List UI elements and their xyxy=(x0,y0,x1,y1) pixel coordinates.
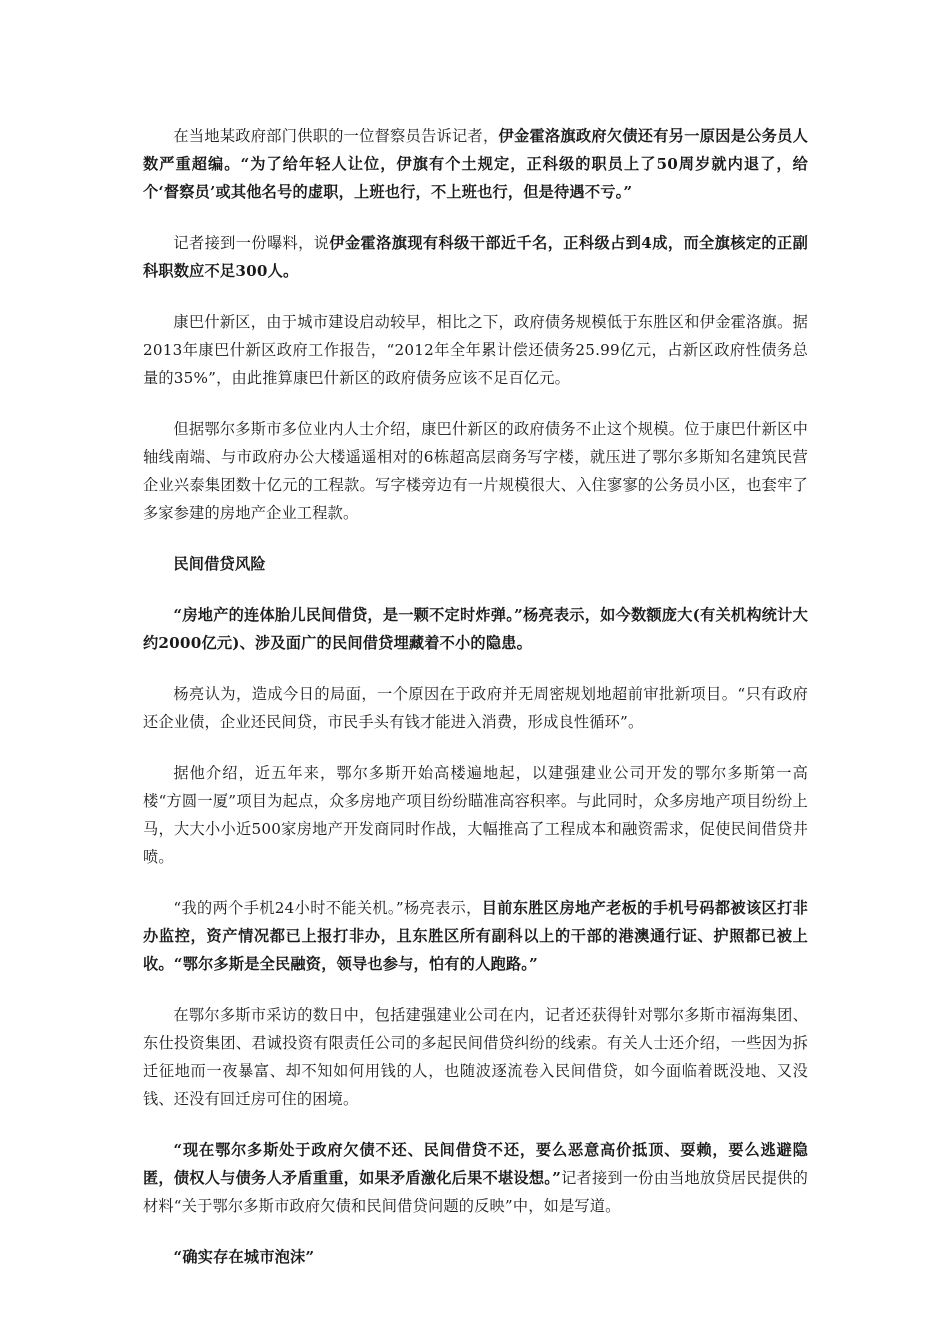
heading-text: “确实存在城市泡沫” xyxy=(173,1248,315,1266)
heading-text: 民间借贷风险 xyxy=(173,555,266,573)
paragraph-kangbashi-scale xyxy=(143,415,808,527)
paragraph-kangbashi-debt xyxy=(143,308,808,392)
text-segment: 在当地某政府部门供职的一位督察员告诉记者， xyxy=(173,127,499,145)
paragraph-disputes xyxy=(143,1001,808,1113)
section-heading-urban-bubble xyxy=(143,1243,808,1271)
section-heading-private-lending xyxy=(143,550,808,578)
paragraph-phones xyxy=(143,894,808,978)
paragraph-inspector-quote xyxy=(143,122,808,206)
paragraph-high-rise xyxy=(143,759,808,871)
paragraph-residents-report xyxy=(143,1136,808,1220)
text-segment: “我的两个手机24小时不能关机。”杨亮表示， xyxy=(173,899,482,917)
text-segment-bold: 伊金霍洛旗现有科级干部近千名，正科级占到4成，而全旗核定的正副科职数应不足300人。 xyxy=(143,234,808,280)
text-segment: 据他介绍，近五年来，鄂尔多斯开始高楼遍地起，以建强建业公司开发的鄂尔多斯第一高楼“方圆一厦”项目为起点，众多房地产项目纷纷瞄准高容积率。与此同时，众多房地产项目纷纷上马，大大小小近500家房地产开发商同时作战，大幅推高了工程成本和融资需求，促使民间借贷井喷。 xyxy=(143,764,808,866)
paragraph-time-bomb xyxy=(143,601,808,657)
paragraph-cadre-count xyxy=(143,229,808,285)
paragraph-cause xyxy=(143,680,808,736)
text-segment: 杨亮认为，造成今日的局面，一个原因在于政府并无周密规划地超前审批新项目。“只有政府还企业债，企业还民间贷，市民手头有钱才能进入消费，形成良性循环”。 xyxy=(143,685,808,731)
text-segment-bold: “房地产的连体胎儿民间借贷，是一颗不定时炸弹。”杨亮表示，如今数额庞大(有关机构统计大约2000亿元)、涉及面广的民间借贷埋藏着不小的隐患。 xyxy=(143,606,808,652)
text-segment-bold: “现在鄂尔多斯处于政府欠债不还、民间借贷不还，要么恶意高价抵顶、耍赖，要么逃避隐匿，债权人与债务人矛盾重重，如果矛盾激化后果不堪设想。” xyxy=(143,1141,808,1187)
text-segment-bold: 目前东胜区房地产老板的手机号码都被该区打非办监控，资产情况都已上报打非办，且东胜区所有副科以上的干部的港澳通行证、护照都已被上收。“鄂尔多斯是全民融资，领导也参与，怕有的人跑路。” xyxy=(143,899,808,973)
document-page xyxy=(143,122,808,1294)
text-segment: 记者接到一份由当地放贷居民提供的材料“关于鄂尔多斯市政府欠债和民间借贷问题的反映”中，如是写道。 xyxy=(143,1169,808,1215)
text-segment: 记者接到一份曝料，说 xyxy=(173,234,330,252)
text-segment-bold: 伊金霍洛旗政府欠债还有另一原因是公务员人数严重超编。“为了给年轻人让位，伊旗有个土规定，正科级的职员上了50周岁就内退了，给个‘督察员’或其他名号的虚职，上班也行，不上班也行，但是待遇不亏。” xyxy=(143,127,809,201)
text-segment: 但据鄂尔多斯市多位业内人士介绍，康巴什新区的政府债务不止这个规模。位于康巴什新区中轴线南端、与市政府办公大楼遥遥相对的6栋超高层商务写字楼，就压进了鄂尔多斯知名建筑民营企业兴泰集团数十亿元的工程款。写字楼旁边有一片规模很大、入住寥寥的公务员小区，也套牢了多家参建的房地产企业工程款。 xyxy=(143,420,808,522)
text-segment: 康巴什新区，由于城市建设启动较早，相比之下，政府债务规模低于东胜区和伊金霍洛旗。据2013年康巴什新区政府工作报告，“2012年全年累计偿还债务25.99亿元，占新区政府性债务总量的35%”，由此推算康巴什新区的政府债务应该不足百亿元。 xyxy=(143,313,808,387)
text-segment: 在鄂尔多斯市采访的数日中，包括建强建业公司在内，记者还获得针对鄂尔多斯市福海集团、东仕投资集团、君诚投资有限责任公司的多起民间借贷纠纷的线索。有关人士还介绍，一些因为拆迁征地而一夜暴富、却不知如何用钱的人，也随波逐流卷入民间借贷，如今面临着既没地、又没钱、还没有回迁房可住的困境。 xyxy=(143,1006,808,1108)
